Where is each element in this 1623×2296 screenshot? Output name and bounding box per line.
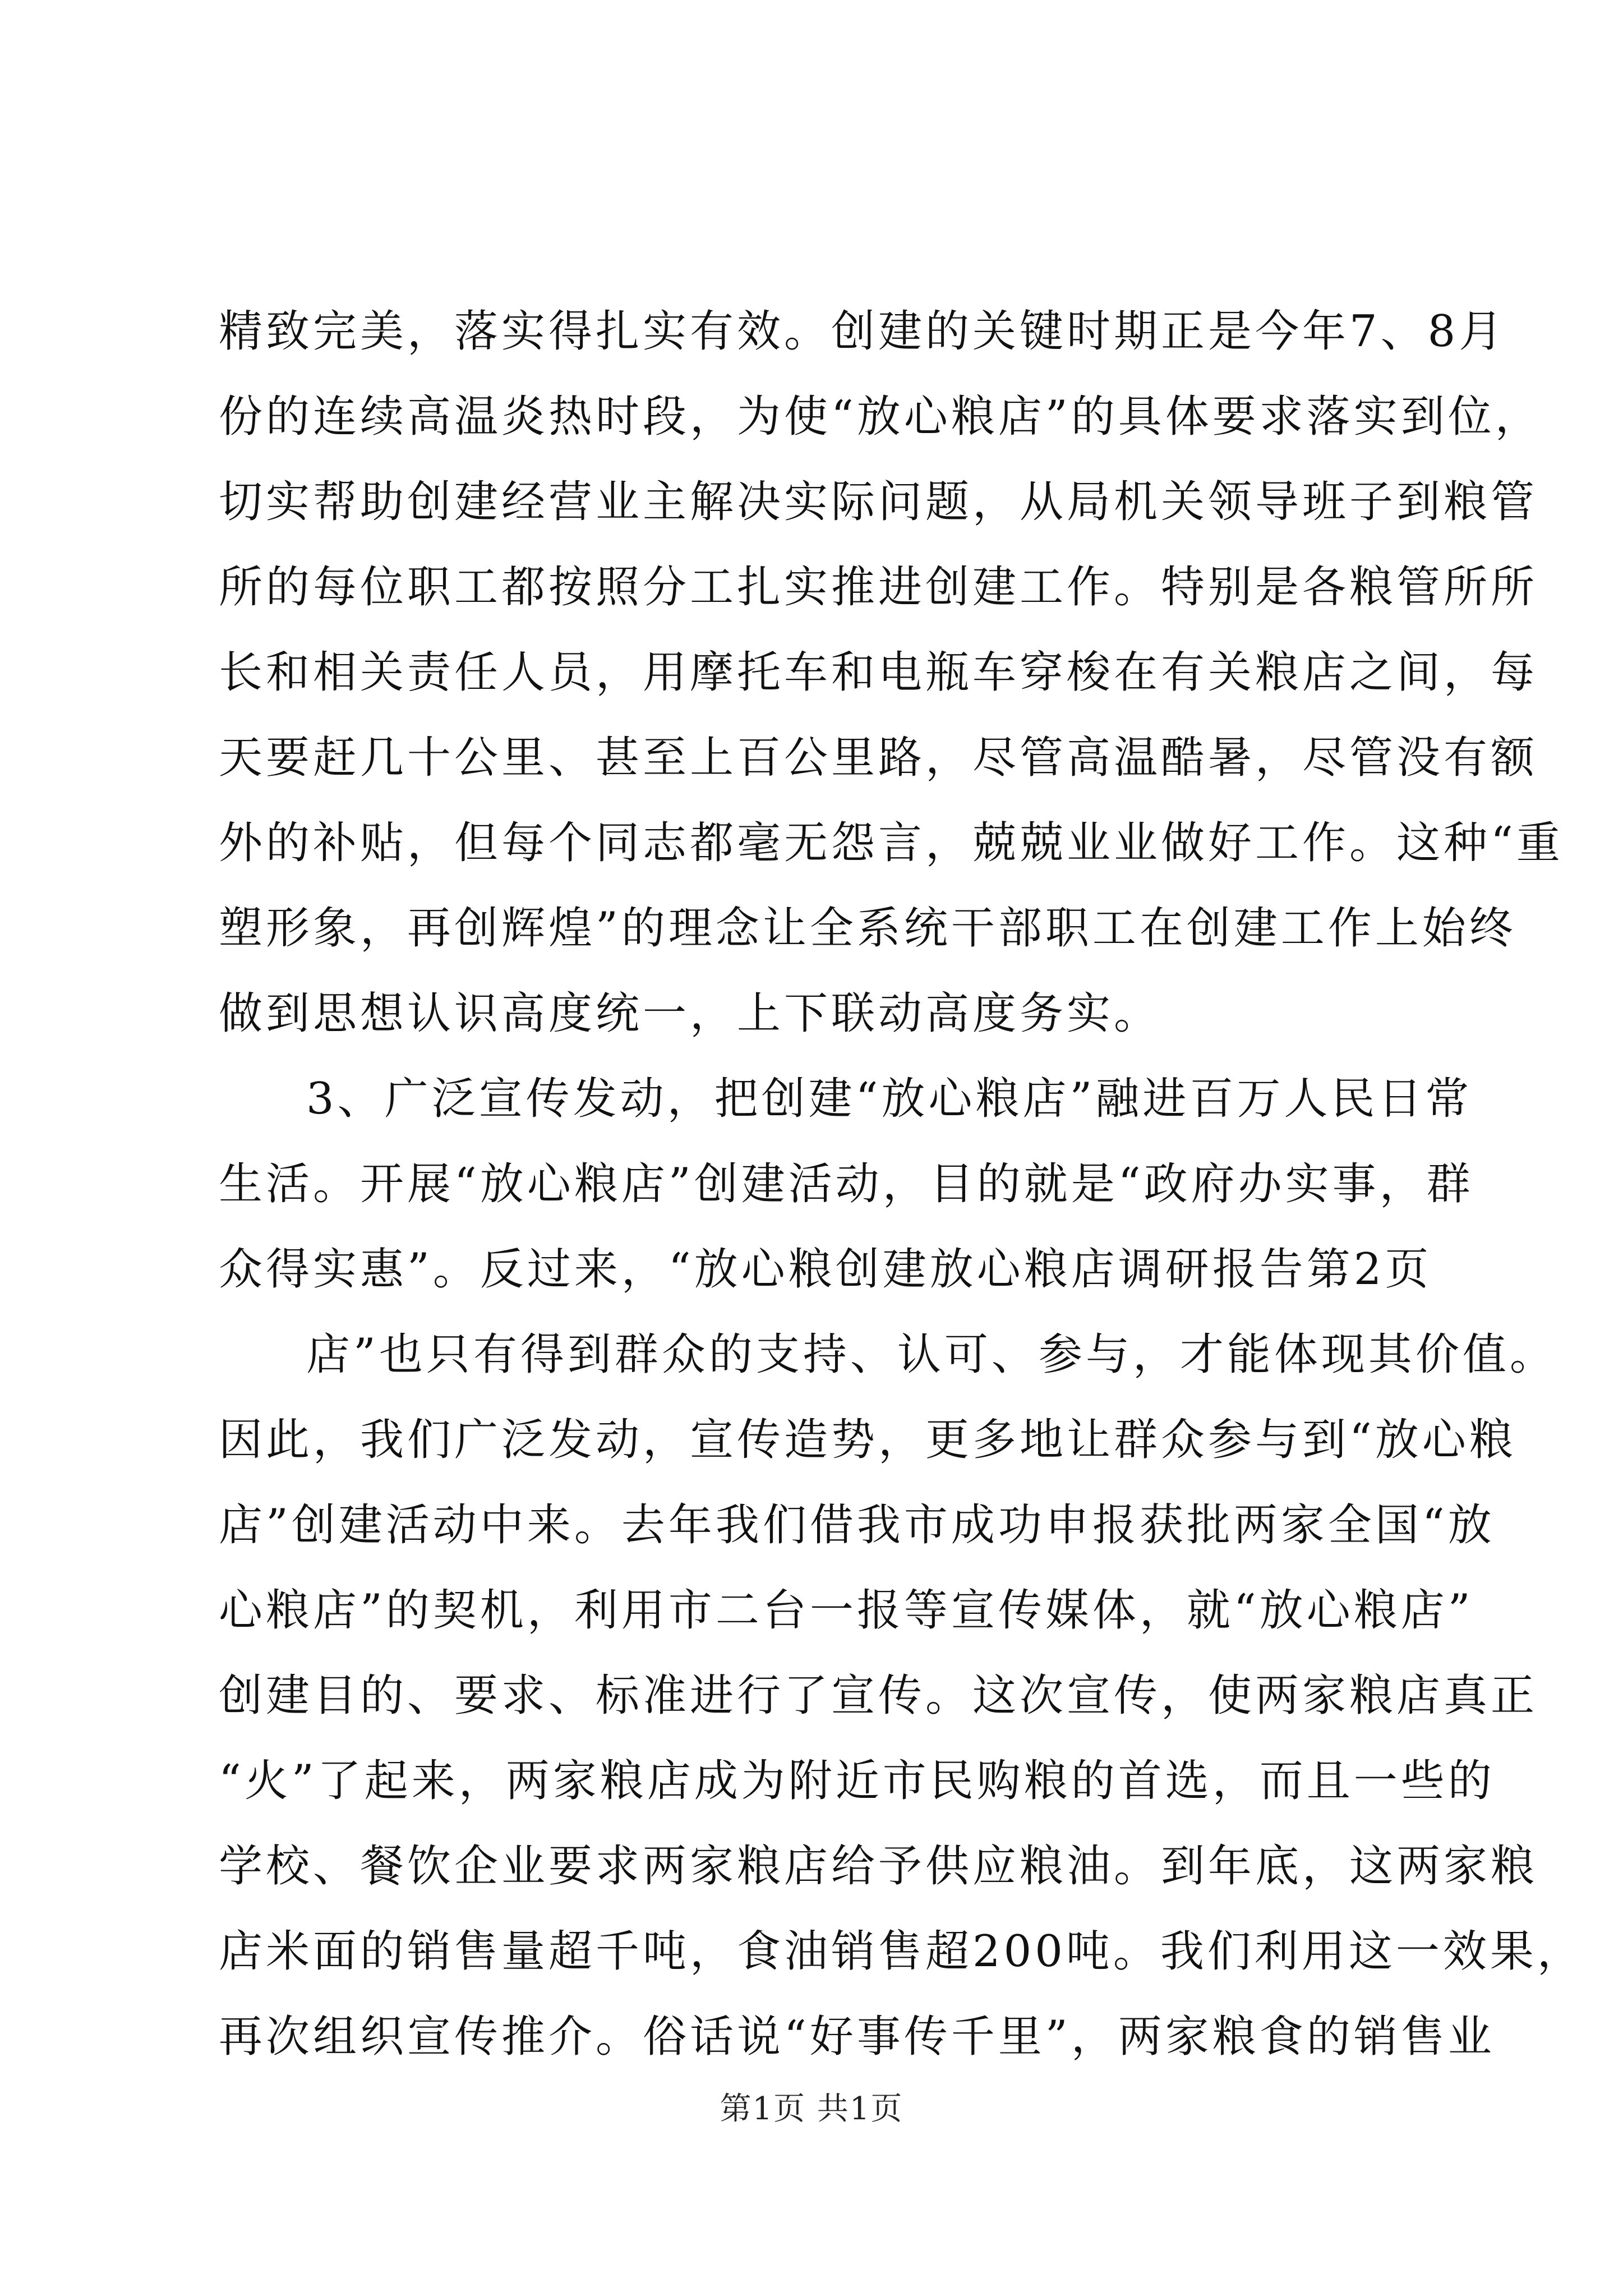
text-line: 生活。开展“放心粮店”创建活动，目的就是“政府办实事，群 — [219, 1159, 1474, 1209]
text-line: 做到思想认识高度统一，上下联动高度务实。 — [219, 988, 1161, 1039]
text-line: 因此，我们广泛发动，宣传造势，更多地让群众参与到“放心粮 — [219, 1415, 1516, 1465]
text-line: 精致完美，落实得扎实有效。创建的关键时期正是今年7、8月 — [219, 306, 1506, 357]
text-line: 长和相关责任人员，用摩托车和电瓶车穿梭在有关粮店之间，每 — [219, 647, 1538, 698]
body-text — [219, 289, 1584, 2079]
text-line: 所的每位职工都按照分工扎实推进创建工作。特别是各粮管所所 — [219, 562, 1538, 613]
text-line: 心粮店”的契机，利用市二台一报等宣传媒体，就“放心粮店” — [219, 1585, 1474, 1636]
text-line: 份的连续高温炎热时段，为使“放心粮店”的具体要求落实到位， — [219, 392, 1542, 442]
text-line: “火”了起来，两家粮店成为附近市民购粮的首选，而且一些的 — [219, 1756, 1495, 1806]
paragraph-start-line: 店”也只有得到群众的支持、认可、参与，才能体现其价值。 — [306, 1329, 1557, 1380]
text-line: 外的补贴，但每个同志都毫无怨言，兢兢业业做好工作。这种“重 — [219, 818, 1564, 868]
page-number-footer: 第1页 共1页 — [720, 2091, 903, 2127]
text-line: 学校、餐饮企业要求两家粮店给予供应粮油。到年底，这两家粮 — [219, 1841, 1538, 1892]
text-line: 再次组织宣传推介。俗话说“好事传千里”，两家粮食的销售业 — [219, 2012, 1495, 2062]
text-line: 店米面的销售量超千吨，食油销售超200吨。我们利用这一效果， — [219, 1926, 1584, 1977]
paragraph-heading-line: 3、广泛宣传发动，把创建“放心粮店”融进百万人民日常 — [306, 1074, 1473, 1124]
text-line: 天要赶几十公里、甚至上百公里路，尽管高温酷暑，尽管没有额 — [219, 733, 1538, 783]
text-line: 创建目的、要求、标准进行了宣传。这次宣传，使两家粮店真正 — [219, 1671, 1538, 1721]
text-line: 切实帮助创建经营业主解决实际问题，从局机关领导班子到粮管 — [219, 477, 1538, 527]
text-line: 众得实惠”。反过来，“放心粮创建放心粮店调研报告第2页 — [219, 1244, 1432, 1295]
text-line: 塑形象，再创辉煌”的理念让全系统干部职工在创建工作上始终 — [219, 903, 1516, 954]
text-line: 店”创建活动中来。去年我们借我市成功申报获批两家全国“放 — [219, 1500, 1495, 1550]
